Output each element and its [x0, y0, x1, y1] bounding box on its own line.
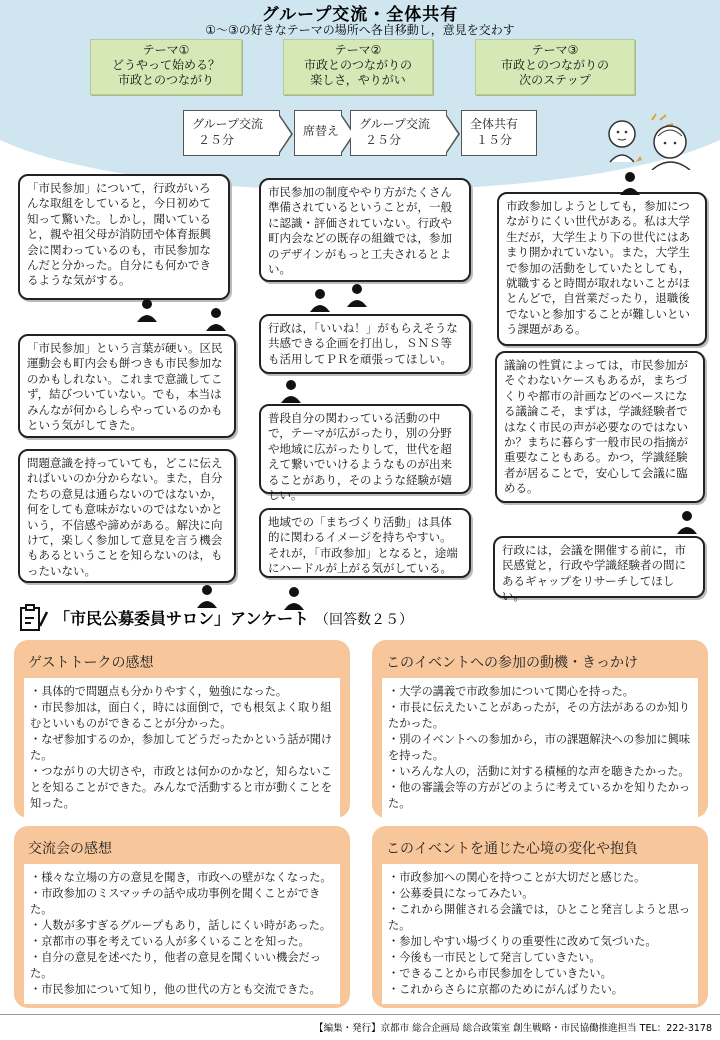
theme-label: テーマ③ — [531, 43, 579, 57]
person-icon — [136, 298, 158, 322]
list-item: ・これから開催される会議では，ひとこと発言しようと思った。 — [388, 903, 691, 932]
list-item: ・具体的で問題点も分かりやすく，勉強になった。 — [30, 685, 288, 698]
panel-exchange — [14, 826, 350, 1008]
theme-line: 次のステップ — [519, 73, 591, 87]
comment-text: 「市民参加」という言葉が硬い。区民運動会も町内会も餅つきも市民参加なのかもしれない。これまで意識してこず，結びついていない。でも，本当はみんなが何からしらやっているのかもという気がしてきた。 — [27, 341, 223, 433]
flow-step-label: グループ交流 — [359, 117, 431, 131]
survey-count: （回答数２５） — [315, 612, 414, 628]
flow-step-duration: １５分 — [476, 133, 513, 147]
theme-1-box — [90, 39, 242, 95]
list-item: ・公募委員になってみたい。 — [388, 887, 534, 900]
comment-text: 地域での「まちづくり活動」は具体的に関わるイメージを持ちやすい。それが，「市政参加」となると，途端にハードルが上がる気がしている。 — [268, 515, 458, 576]
list-item: ・別のイベントへの参加から，市の課題解決への参加に興味を持った。 — [388, 733, 691, 762]
person-icon — [619, 171, 641, 195]
thinking-people-illustration — [600, 112, 695, 170]
list-item: ・市長に伝えたいことがあったが，その方法があるのか知りたかった。 — [388, 701, 690, 730]
panel-body — [24, 864, 340, 1004]
comment-bubble-9 — [495, 351, 705, 503]
comment-bubble-5 — [259, 314, 471, 374]
list-item: ・大学の講義で市政参加について関心を持った。 — [388, 685, 634, 698]
theme-2-box — [283, 39, 433, 95]
theme-line: 楽しさ，やりがい — [310, 73, 406, 87]
comment-text: 問題意識を持っていても，どこに伝えればいいのか分からない。また，自分たちの意見は通らないのではないか，何をしても意味がないのではないかという，不信感や諦めがある。解決に向けて，楽しく参加して意見を言う機会もあるということを知らないのは，もったいない。 — [27, 456, 223, 578]
comment-bubble-1 — [18, 174, 230, 300]
list-item: ・市政参加への関心を持つことが大切だと感じた。 — [388, 871, 646, 884]
panel-body — [382, 864, 698, 1004]
list-item: ・市民参加は，面白く，時には面倒で，でも根気よく取り組むといいものができることが分かった。 — [30, 701, 332, 730]
clipboard-icon — [18, 604, 48, 632]
panel-motive — [372, 640, 708, 818]
comment-text: 行政は，「いいね！」がもらえそうな共感できる企画を打出し，ＳＮＳ等も活用してＰＲを頑張ってほしい。 — [268, 321, 458, 366]
comment-text: 市民参加の制度ややり方がたくさん準備されているということが，一般に認識・評価されていない。行政や町内会などの既存の組織では，参加のデザインがもっと工夫されるとよい。 — [268, 185, 452, 277]
comment-text: 行政には，会議を開催する前に，市民感覚と，行政や学識経験者の間にあるギャップをリサーチしてほしい。 — [502, 543, 686, 604]
person-icon — [280, 379, 302, 403]
comment-bubble-6 — [259, 404, 471, 503]
page-subtitle: ①～③の好きなテーマの場所へ各自移動し，意見を交わす — [205, 23, 515, 37]
flow-step-duration: ２５分 — [198, 133, 235, 147]
person-icon — [309, 288, 331, 312]
list-item: ・できることから市民参加をしていきたい。 — [388, 967, 612, 980]
theme-label: テーマ② — [334, 43, 382, 57]
comment-bubble-2 — [18, 334, 236, 438]
theme-line: 市政とのつながりの — [500, 58, 609, 72]
panel-title: このイベントへの参加の動機・きっかけ — [386, 655, 638, 671]
list-item: ・人数が多すぎるグループもあり，話しにくい時があった。 — [30, 919, 332, 932]
list-item: ・市政参加のミスマッチの話や成功事例を聞くことができた。 — [30, 887, 321, 916]
person-icon — [205, 307, 227, 331]
list-item: ・様々な立場の方の意見を聞き，市政への壁がなくなった。 — [30, 871, 332, 884]
theme-line: 市政とのつながりの — [303, 58, 412, 72]
comment-text: 普段自分の関わっている活動の中で，テーマが広がったり，別の分野や地域に広がったりして，世代を超えて繋いでいけるようなものが出来ることがあり，そのような経験が嬉しい。 — [268, 411, 452, 503]
panel-title: ゲストトークの感想 — [28, 655, 154, 671]
comment-text: 議論の性質によっては，市民参加がそぐわないケースもあるが，まちづくりや都市の計画などのベースになる議論こそ，まずは，学識経験者ではなく市民の声が必要なのではないか？まちに暮らす一般市民の指摘が重要なこともある。かつ，学識経験者が居ることで，安心して会議に臨める。 — [504, 358, 688, 496]
flow-step-label: グループ交流 — [192, 117, 264, 131]
panel-change — [372, 826, 708, 1008]
panel-title: このイベントを通じた心境の変化や抱負 — [386, 841, 638, 857]
comment-bubble-7 — [259, 508, 471, 578]
flow-step-3 — [350, 110, 447, 156]
list-item: ・なぜ参加するのか，参加してどうだったかという話が聞けた。 — [30, 733, 333, 762]
flow-step-1 — [183, 110, 280, 156]
person-icon — [346, 283, 368, 307]
footer-divider — [0, 1014, 720, 1015]
list-item: ・今後も一市民として発言していきたい。 — [388, 951, 601, 964]
theme-label: テーマ① — [142, 43, 190, 57]
flow-step-label: 全体共有 — [470, 117, 519, 131]
survey-heading — [54, 606, 413, 636]
comment-bubble-8 — [497, 192, 707, 346]
flow-step-2 — [294, 110, 342, 156]
list-item: ・これからさらに京都のためにがんばりたい。 — [388, 983, 623, 996]
person-icon — [196, 584, 218, 608]
panel-title: 交流会の感想 — [28, 841, 112, 857]
comment-bubble-4 — [259, 178, 471, 282]
list-item: ・つながりの大切さや，市政とは何かのかなど，知らないことを知ることができた。みんなで活動すると市が動くことを知った。 — [30, 765, 333, 810]
list-item: ・京都市の事を考えている人が多くいることを知った。 — [30, 935, 310, 948]
list-item: ・自分の意見を述べたり，他者の意見を聞くいい機会だった。 — [30, 951, 321, 980]
list-item: ・いろんな人の，活動に対する積極的な声を聴きたかった。 — [388, 765, 690, 778]
person-icon — [676, 510, 698, 534]
panel-body — [382, 678, 698, 818]
comment-text: 「市民参加」について，行政がいろんな取組をしていると，今日初めて知って驚いた。しかし，聞いていると，親や祖父母が消防団や体育振興会に関わっているのも，市民参加なんだと分かった。自分にも何かできるような気がする。 — [27, 181, 211, 288]
list-item: ・他の審議会等の方がどのように考えているかを知りたかった。 — [388, 781, 691, 810]
list-item: ・参加しやすい場づくりの重要性に改めて気づいた。 — [388, 935, 657, 948]
panel-body — [24, 678, 340, 818]
flow-step-duration: ２５分 — [365, 133, 402, 147]
survey-title: 「市民公募委員サロン」アンケート — [54, 609, 310, 628]
comment-bubble-10 — [493, 536, 705, 604]
theme-line: どうやって始める？ — [111, 58, 220, 72]
comment-bubble-3 — [18, 449, 236, 583]
theme-line: 市政とのつながり — [117, 73, 214, 87]
theme-3-box — [475, 39, 635, 95]
flow-step-4 — [461, 110, 537, 156]
flow-step-label: 席替え — [303, 124, 340, 138]
comment-text: 市政参加しようとしても，参加につながりにくい世代がある。私は大学生だが，大学生より下の世代にはあまり開かれていない。また，大学生で参加の活動をしていたとしても，就職すると時間が取れないことがほとんどで，自営業だったり，退職後でないと参加することが難しいという課題がある。 — [506, 199, 690, 337]
footer-credit: 【編集・発行】京都市 総合企画局 総合政策室 創生戦略・市民協働推進担当 TEL：222-3178 — [314, 1023, 712, 1034]
page-title: グループ交流・全体共有 — [261, 5, 459, 25]
panel-guest-talk — [14, 640, 350, 818]
list-item: ・市民参加について知り，他の世代の方とも交流できた。 — [30, 983, 321, 996]
